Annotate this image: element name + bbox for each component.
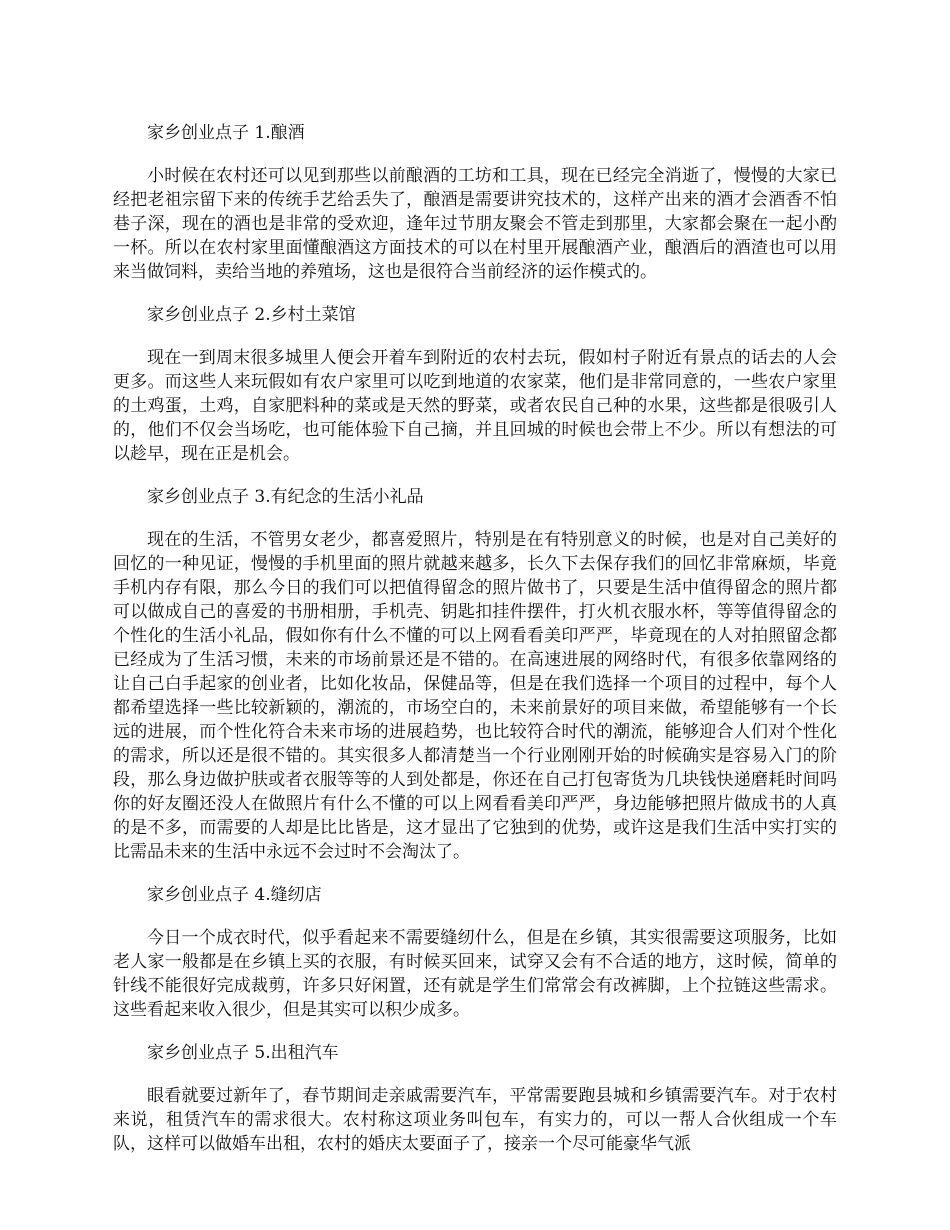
section-heading: 家乡创业点子 2.乡村土菜馆 [147,305,356,325]
section-2 [113,303,837,466]
section-paragraph: 小时候在农村还可以见到那些以前酿酒的工坊和工具，现在已经完全消逝了，慢慢的大家已经把老祖宗留下来的传统手艺给丢失了，酿酒是需要讲究技术的，这样产出来的酒才会酒香不怕巷子深，现在的酒也是非常的受欢迎，逢年过节朋友聚会不管走到那里，大家都会聚在一起小酌一杯。所以在农村家里面懂酿酒这方面技术的可以在村里开展酿酒产业，酿酒后的酒渣也可以用来当做饲料，卖给当地的养殖场，这也是很符合当前经济的运作模式的。 [113,166,837,282]
section-heading: 家乡创业点子 4.缝纫店 [147,885,322,905]
document-page [113,121,837,1175]
section-heading: 家乡创业点子 3.有纪念的生活小礼品 [147,487,424,507]
section-3 [113,485,837,864]
section-heading: 家乡创业点子 5.出租汽车 [147,1043,339,1063]
section-4 [113,883,837,1022]
section-paragraph: 眼看就要过新年了，春节期间走亲戚需要汽车，平常需要跑县城和乡镇需要汽车。对于农村来说，租赁汽车的需求很大。农村称这项业务叫包车，有实力的，可以一帮人合伙组成一个车队，这样可以做婚车出租，农村的婚庆太要面子了，接亲一个尽可能豪华气派 [113,1086,837,1154]
section-paragraph: 现在一到周末很多城里人便会开着车到附近的农村去玩，假如村子附近有景点的话去的人会更多。而这些人来玩假如有农户家里可以吃到地道的农家菜，他们是非常同意的，一些农户家里的土鸡蛋，土鸡，自家肥料种的菜或是天然的野菜，或者农民自己种的水果，这些都是很吸引人的，他们不仅会当场吃，也可能体验下自己摘，并且回城的时候也会带上不少。所以有想法的可以趁早，现在正是机会。 [113,348,837,464]
section-1 [113,121,837,284]
section-paragraph: 现在的生活，不管男女老少，都喜爱照片，特别是在有特别意义的时候，也是对自己美好的回忆的一种见证，慢慢的手机里面的照片就越来越多，长久下去保存我们的回忆非常麻烦，毕竟手机内存有限，那么今日的我们可以把值得留念的照片做书了，只要是生活中值得留念的照片都可以做成自己的喜爱的书册相册，手机壳、钥匙扣挂件摆件，打火机衣服水杯，等等值得留念的个性化的生活小礼品，假如你有什么不懂的可以上网看看美印严严，毕竟现在的人对拍照留念都已经成为了生活习惯，未来的市场前景还是不错的。在高速进展的网络时代，有很多依靠网络的让自己白手起家的创业者，比如化妆品，保健品等，但是在我们选择一个项目的过程中，每个人都希望选择一些比较新颖的，潮流的，市场空白的，未来前景好的项目来做，希望能够有一个长远的进展，而个性化符合未来市场的进展趋势，也比较符合时代的潮流，能够迎合人们对个性化的需求，所以还是很不错的。其实很多人都清楚当一个行业刚刚开始的时候确实是容易入门的阶段，那么身边做护肤或者衣服等等的人到处都是，你还在自己打包寄货为几块钱快递磨耗时间吗你的好友圈还没人在做照片有什么不懂的可以上网看看美印严严，身边能够把照片做成书的人真的是不多，而需要的人却是比比皆是，这才显出了它独到的优势，或许这是我们生活中实打实的比需品未来的生活中永远不会过时不会淘汰了。 [113,530,837,862]
section-paragraph: 今日一个成衣时代，似乎看起来不需要缝纫什么，但是在乡镇，其实很需要这项服务，比如老人家一般都是在乡镇上买的衣服，有时候买回来，试穿又会有不合适的地方，这时候，简单的针线不能很好完成裁剪，许多只好闲置，还有就是学生们常常会有改裤脚，上个拉链这些需求。这些看起来收入很少，但是其实可以积少成多。 [113,928,837,1020]
section-5 [113,1041,837,1156]
section-heading: 家乡创业点子 1.酿酒 [147,123,305,143]
